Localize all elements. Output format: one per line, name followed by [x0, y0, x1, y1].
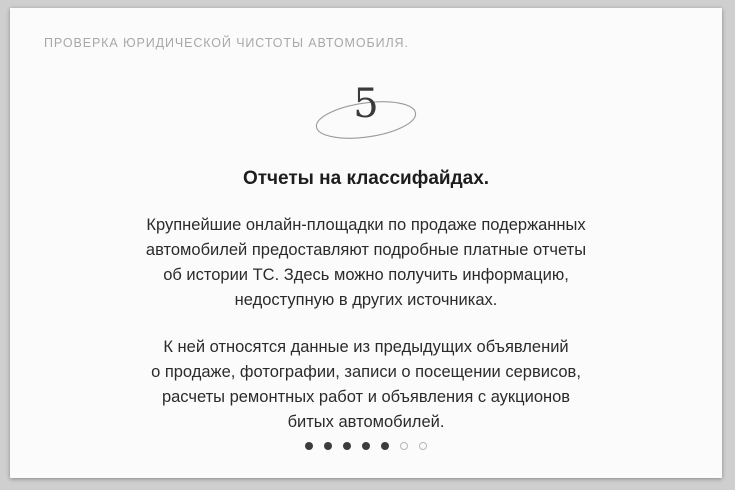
- pagination-dot[interactable]: [400, 442, 408, 450]
- text-line: об истории ТС. Здесь можно получить информацию,: [163, 266, 569, 284]
- paragraph: [70, 335, 662, 435]
- text-line: автомобилей предоставляют подробные платные отчеты: [145, 241, 587, 259]
- text-line: Крупнейшие онлайн-площадки по продаже подержанных: [146, 216, 586, 234]
- pagination-dot[interactable]: [362, 442, 370, 450]
- page-title: Отчеты на классифайдах.: [242, 168, 490, 189]
- text-line: недоступную в других источниках.: [234, 291, 498, 309]
- text-line: К ней относятся данные из предыдущих объявлений: [163, 338, 569, 356]
- paragraph: [70, 213, 662, 313]
- number-ellipse-wrap: [306, 80, 426, 152]
- pagination-dot[interactable]: [324, 442, 332, 450]
- text-line: расчеты ремонтных работ и объявления с аукционов: [161, 388, 571, 406]
- slide-number: 5: [353, 81, 379, 127]
- pagination-dot[interactable]: [381, 442, 389, 450]
- text-line: о продаже, фотографии, записи о посещении сервисов,: [151, 363, 581, 381]
- body-text: [70, 213, 662, 435]
- pagination-dots[interactable]: [10, 442, 722, 450]
- pagination-dot[interactable]: [305, 442, 313, 450]
- pagination-dot[interactable]: [343, 442, 351, 450]
- slide-number-block: [10, 80, 722, 152]
- pagination-dot[interactable]: [419, 442, 427, 450]
- slide-card: [10, 8, 722, 478]
- slide-kicker: ПРОВЕРКА ЮРИДИЧЕСКОЙ ЧИСТОТЫ АВТОМОБИЛЯ.: [44, 36, 409, 50]
- slide-content: [10, 8, 722, 478]
- text-line: битых автомобилей.: [287, 413, 445, 431]
